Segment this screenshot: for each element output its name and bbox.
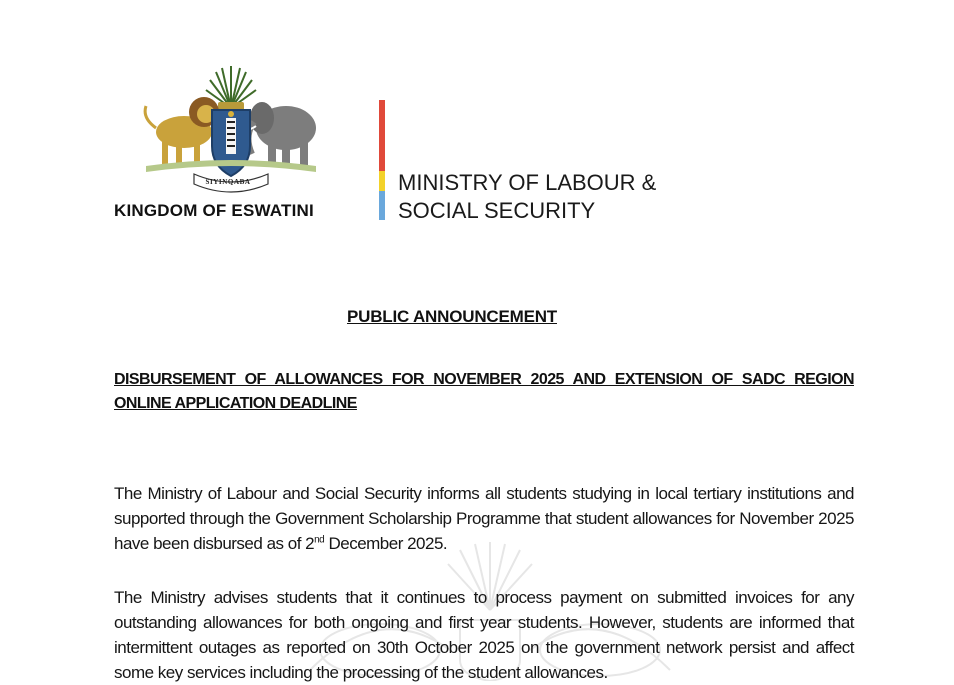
- body-paragraph: The Ministry advises students that it continues to process payment on submitted invoices for any outstanding allowances for both ongoing and first year students. However, students are informed that intermittent outages as reported on 30th October 2025 on the government network persist and affect some key services including the processing of the student allowances.: [114, 588, 854, 682]
- divider-segment-blue: [379, 191, 385, 220]
- page-title: PUBLIC ANNOUNCEMENT: [347, 307, 557, 326]
- ministry-name-line-2: SOCIAL SECURITY: [398, 198, 596, 223]
- divider-segment-yellow: [379, 171, 385, 191]
- subject-heading: DISBURSEMENT OF ALLOWANCES FOR NOVEMBER 2025 AND EXTENSION OF SADC REGION ONLINE APPLICATION DEADLINE: [114, 371, 854, 412]
- country-name: KINGDOM OF ESWATINI: [114, 201, 314, 220]
- motto-banner: SIYINQABA: [205, 178, 251, 186]
- ministry-name: [398, 169, 656, 225]
- ordinal-suffix: nd: [314, 534, 325, 546]
- body-paragraph: [114, 481, 854, 556]
- paragraph-1-tail: December 2025.: [324, 534, 448, 553]
- paragraph-1-text: The Ministry of Labour and Social Security informs all students studying in local tertiary institutions and supported through the Government Scholarship Programme that student allowances for November 2025 have been disbursed as of 2: [114, 484, 854, 553]
- ministry-name-line-1: MINISTRY OF LABOUR &: [398, 170, 657, 195]
- tricolor-divider: [379, 100, 385, 220]
- divider-segment-red: [379, 100, 385, 171]
